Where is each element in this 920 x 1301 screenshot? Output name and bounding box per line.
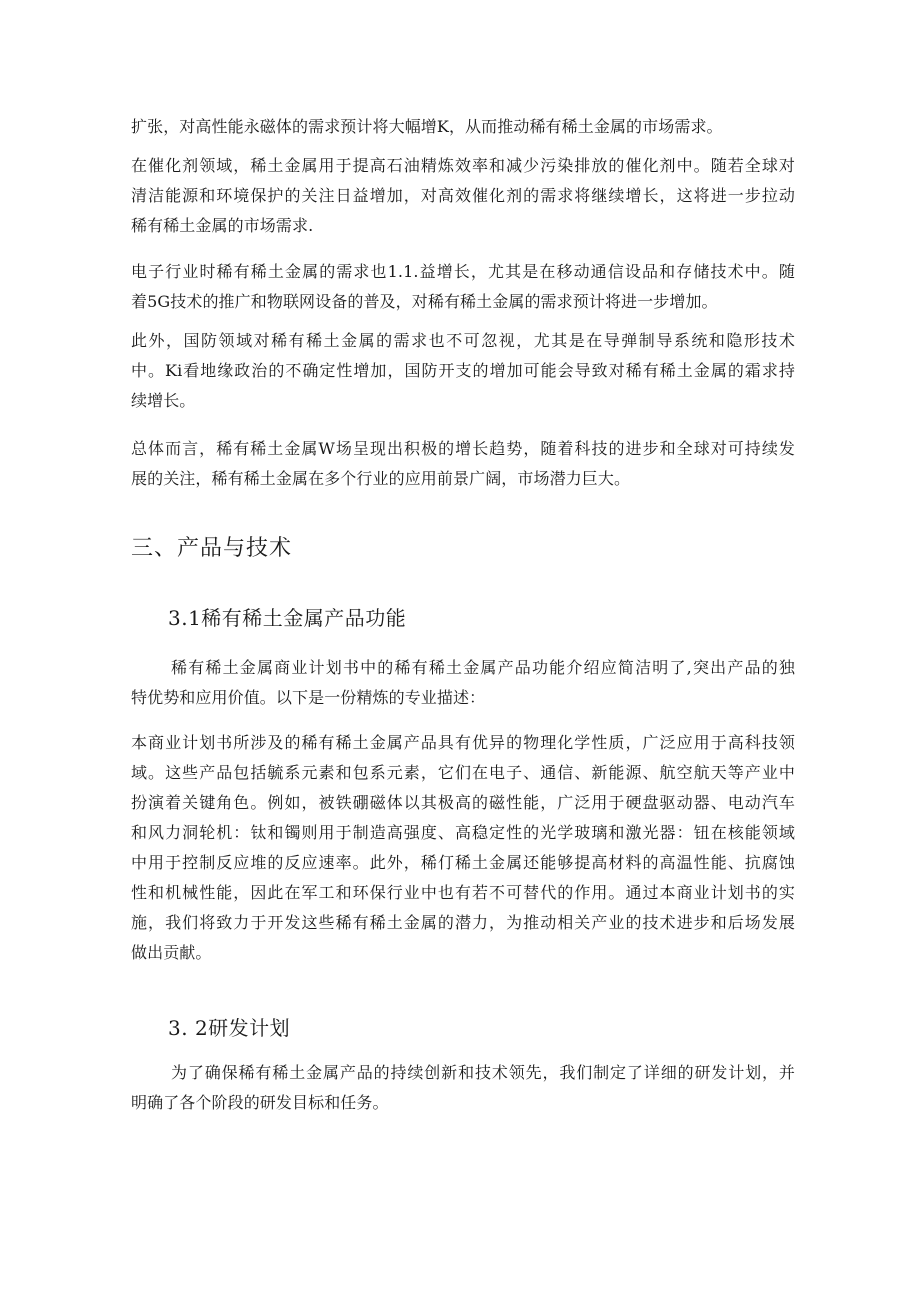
- text-line: 中用于控制反应堆的反应速率。此外，稀仃稀土金属还能够提高材料的高温性能、抗腐蚀: [131, 853, 795, 872]
- text-line: 续增长。: [131, 391, 196, 410]
- text-line: 中。Ki看地缘政治的不确定性增加，国防开支的增加可能会导致对稀有稀土金属的霜求持: [131, 361, 795, 380]
- paragraph-product-description: [131, 728, 795, 968]
- text-line: 电子行业时稀有稀土金属的需求也1.1.益增长，尤其是在移动通信设品和存储技术中。随: [131, 262, 795, 281]
- paragraph-product-intro: [131, 653, 795, 713]
- text-line: 做出贡献。: [131, 943, 212, 962]
- text-line: 明确了各个阶段的研发目标和任务。: [131, 1093, 389, 1112]
- text-line: 为了确保稀有稀土金属产品的持续创新和技术领先，我们制定了详细的研发计划，并: [171, 1063, 795, 1082]
- text-line: 清洁能源和环境保护的关注日益增加，对高效催化剂的需求将继续增长，这将进一步拉动: [131, 186, 795, 205]
- subsection-heading-product-function: 3.1稀有稀土金属产品功能: [168, 606, 407, 630]
- paragraph-electronics: [131, 257, 795, 317]
- paragraph-catalyst: [131, 151, 795, 241]
- section-heading-products-technology: 三、产品与技术: [131, 536, 293, 561]
- text-line: 施，我们将致力于开发这些稀有稀土金属的潜力，为推动相关产业的技术进步和后场发展: [131, 913, 795, 932]
- paragraph-rd-plan: [131, 1058, 795, 1118]
- text-line: 总体而言，稀有稀土金属W场呈现出积极的增长趋势，随着科技的进步和全球对可持续发: [131, 439, 795, 458]
- text-line: 展的关注，稀有稀土金属在多个行业的应用前景广阔，市场潜力巨大。: [131, 469, 631, 488]
- paragraph-summary: [131, 434, 795, 494]
- text-line: 域。这些产品包括毓系元素和包系元素，它们在电子、通信、新能源、航空航天等产业中: [131, 763, 795, 782]
- text-line: 特优势和应用价值。以下是一份精炼的专业描述：: [131, 688, 486, 707]
- text-line: 扩张，对高性能永磁体的需求预计将大幅增K，从而推动稀有稀土金属的市场需求。: [131, 117, 723, 136]
- paragraph-permanent-magnet-demand: [131, 112, 795, 142]
- paragraph-defense: [131, 326, 795, 416]
- text-line: 稀有稀土金属的市场需求.: [131, 216, 314, 235]
- text-line: 此外，国防领域对稀有稀土金属的需求也不可忽视，尤其是在导弹制导系统和隐形技术: [131, 331, 795, 350]
- text-line: 着5G技术的推广和物联网设备的普及，对稀有稀土金属的需求预计将进一步增加。: [131, 292, 718, 311]
- text-line: 在催化剂领域，稀土金属用于提高石油精炼效率和减少污染排放的催化剂中。随若全球对: [131, 156, 795, 175]
- text-line: 性和机械性能，因此在军工和环保行业中也有若不可替代的作用。通过本商业计划书的实: [131, 883, 795, 902]
- subsection-heading-rd-plan: 3. 2研发计划: [168, 1016, 291, 1040]
- text-line: 扮演着关键角色。例如，被铁硼磁体以其极高的磁性能，广泛用于硬盘驱动器、电动汽车: [131, 793, 795, 812]
- text-line: 稀有稀土金属商业计划书中的稀有稀土金属产品功能介绍应简洁明了,突出产品的独: [171, 658, 795, 677]
- text-line: 本商业计划书所涉及的稀有稀土金属产品具有优异的物理化学性质，广泛应用于高科技领: [131, 733, 795, 752]
- text-line: 和风力洞轮机：钛和镯则用于制造高强度、高稳定性的光学玻璃和激光器：钮在核能领域: [131, 823, 795, 842]
